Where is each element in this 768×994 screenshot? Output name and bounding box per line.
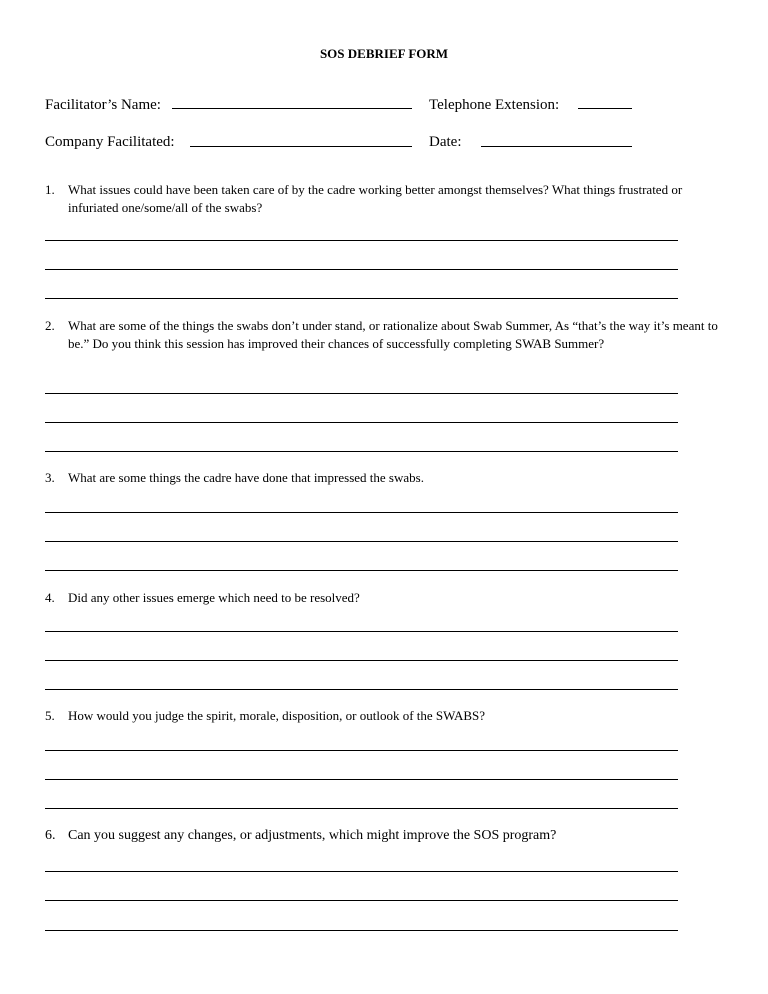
question-number: 3. bbox=[45, 470, 55, 485]
answer-line[interactable] bbox=[45, 570, 678, 571]
question-1 bbox=[45, 181, 725, 217]
form-title: SOS DEBRIEF FORM bbox=[319, 46, 449, 61]
question-3 bbox=[45, 469, 725, 487]
answer-line[interactable] bbox=[45, 512, 678, 513]
question-text: What are some of the things the swabs don’t under stand, or rationalize about Swab Summer, As “that’s the way it’s meant to be.” Do you think this session has improved their chances of successfully completing SWAB Summer? bbox=[68, 318, 718, 351]
answer-line[interactable] bbox=[45, 631, 678, 632]
telephone-extension-field[interactable] bbox=[578, 108, 632, 109]
question-text: What issues could have been taken care of by the cadre working better amongst themselves? What things frustrated or infuriated one/some/all of the swabs? bbox=[68, 182, 683, 215]
facilitator-name-field[interactable] bbox=[172, 108, 412, 109]
question-4 bbox=[45, 589, 725, 607]
facilitator-name-label: Facilitator’s Name: bbox=[45, 97, 161, 113]
question-text: Can you suggest any changes, or adjustments, which might improve the SOS program? bbox=[68, 828, 557, 843]
question-number: 4. bbox=[45, 590, 55, 605]
company-facilitated-label: Company Facilitated: bbox=[45, 134, 175, 150]
question-text: What are some things the cadre have done that impressed the swabs. bbox=[68, 470, 424, 485]
answer-line[interactable] bbox=[45, 779, 678, 780]
answer-line[interactable] bbox=[45, 451, 678, 452]
question-2 bbox=[45, 317, 725, 353]
answer-line[interactable] bbox=[45, 240, 678, 241]
answer-line[interactable] bbox=[45, 269, 678, 270]
question-text: How would you judge the spirit, morale, disposition, or outlook of the SWABS? bbox=[68, 708, 486, 723]
question-number: 1. bbox=[45, 182, 55, 197]
answer-line[interactable] bbox=[45, 689, 678, 690]
answer-line[interactable] bbox=[45, 298, 678, 299]
answer-line[interactable] bbox=[45, 930, 678, 931]
answer-line[interactable] bbox=[45, 871, 678, 872]
answer-line[interactable] bbox=[45, 900, 678, 901]
telephone-extension-label: Telephone Extension: bbox=[429, 97, 560, 113]
question-5 bbox=[45, 707, 725, 725]
answer-line[interactable] bbox=[45, 393, 678, 394]
question-text: Did any other issues emerge which need to be resolved? bbox=[68, 590, 360, 605]
question-number: 5. bbox=[45, 708, 55, 723]
answer-line[interactable] bbox=[45, 422, 678, 423]
answer-line[interactable] bbox=[45, 750, 678, 751]
question-number: 6. bbox=[45, 828, 56, 843]
answer-line[interactable] bbox=[45, 541, 678, 542]
question-number: 2. bbox=[45, 318, 55, 333]
date-label: Date: bbox=[429, 134, 462, 150]
date-field[interactable] bbox=[481, 146, 632, 147]
answer-line[interactable] bbox=[45, 660, 678, 661]
question-6 bbox=[45, 827, 725, 845]
company-facilitated-field[interactable] bbox=[190, 146, 412, 147]
answer-line[interactable] bbox=[45, 808, 678, 809]
